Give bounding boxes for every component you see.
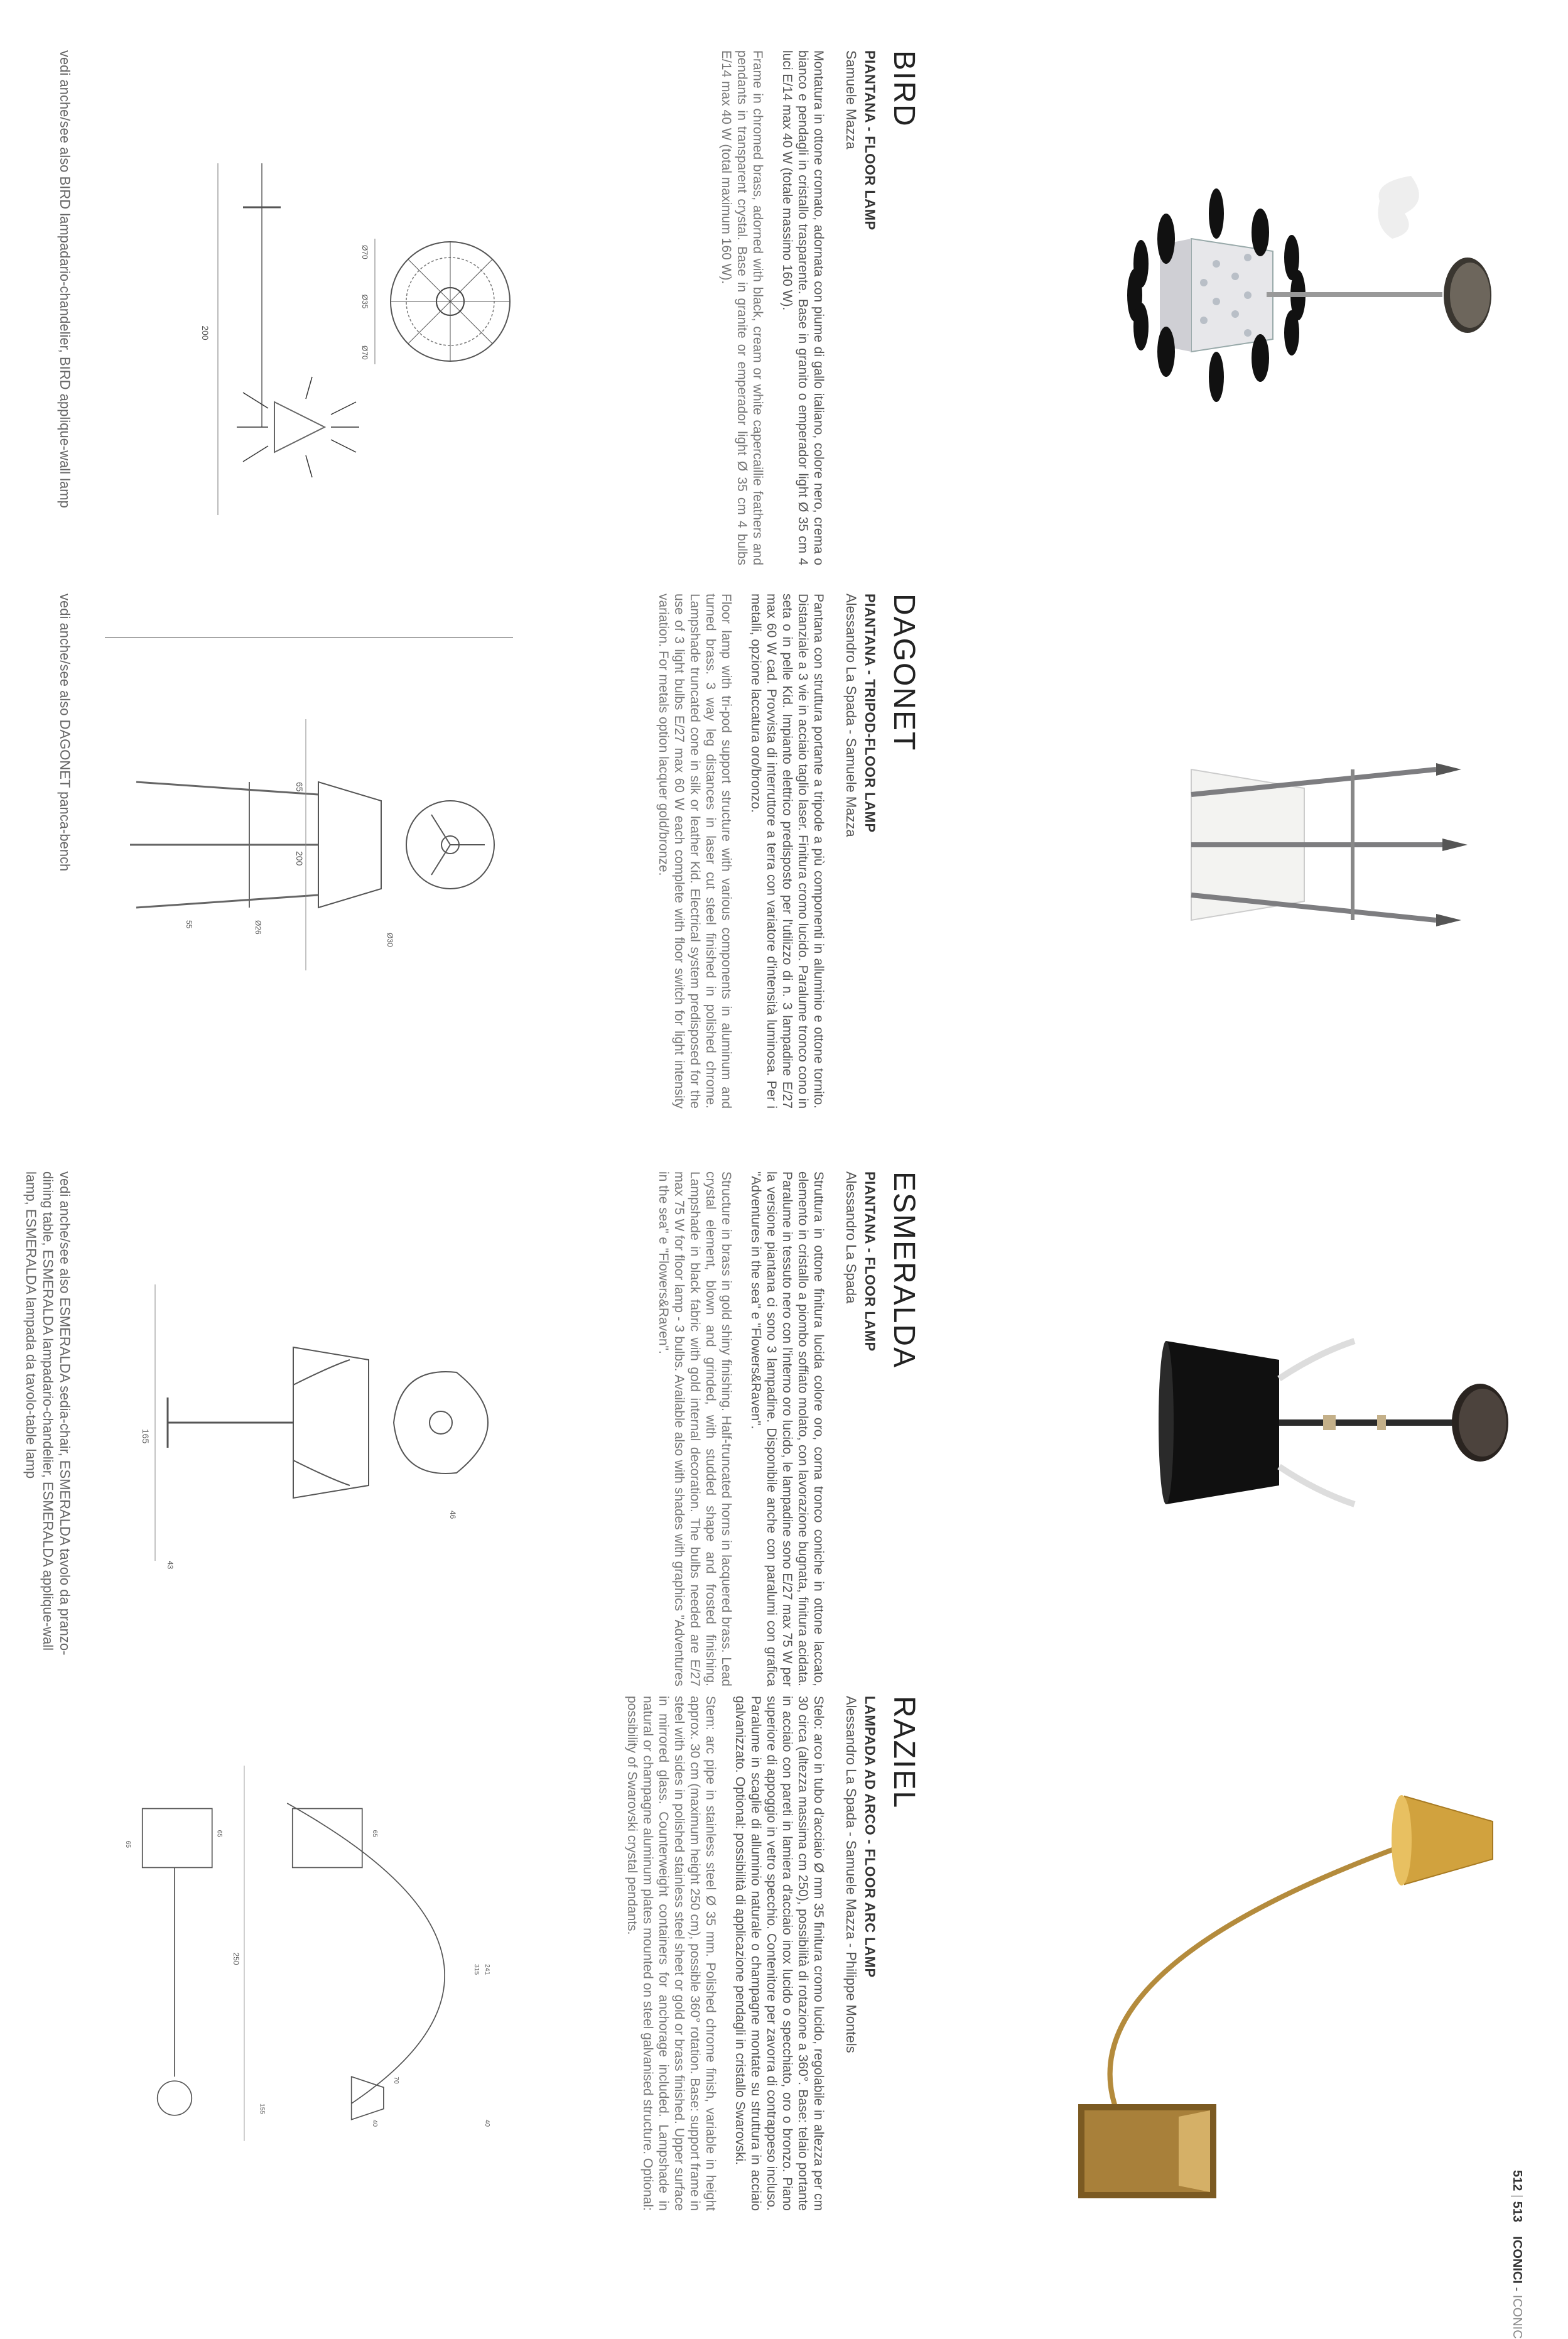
- section-name-en: ICONIC: [1510, 2294, 1524, 2339]
- esmeralda-technical-drawing: [105, 1171, 544, 1686]
- dim-d: 46: [448, 1511, 457, 1519]
- product-designer: Samuele Mazza: [843, 50, 859, 149]
- dim-height: 200: [295, 851, 305, 866]
- dim-d1: Ø70: [360, 245, 369, 259]
- dim-base: 55: [185, 920, 193, 929]
- description-english: Structure in brass in gold shiny finishing. Half-truncated horns in lacquered brass. Lead crystal element, blown and grinded, with studded shape and frosted finishing. Lampshade in black fabric with gold internal decoration. The bulbs needed are E/27 max 75 W for floor lamp - 3 bulbs. Available also with shades with graphics "Adventures in the sea" e "Flowers&Raven".: [656, 1171, 733, 1686]
- product-name: ESMERALDA: [887, 1171, 921, 1369]
- page-footer: [1191, 2170, 1568, 2339]
- description-english: Frame in chromed brass, adorned with black, cream or white capercaillie feathers and pendants in transparent crystal. Base in granite or emperador light Ø 35 cm 4 bulbs E/14 max 40 W (total maximum 160 W).: [719, 50, 765, 565]
- see-also: vedi anche/see also BIRD lampadario-chandelier, BIRD applique-wall lamp: [57, 50, 73, 508]
- dim-d2: Ø35: [360, 294, 369, 309]
- dagonet-text: [656, 594, 921, 1109]
- bird-text: [718, 50, 921, 565]
- dim-base-h: 65: [370, 1830, 378, 1838]
- product-type: LAMPADA AD ARCO - FLOOR ARC LAMP: [862, 1696, 878, 1978]
- product-name: BIRD: [887, 50, 921, 128]
- page-number-right: 513: [1510, 2201, 1524, 2223]
- product-designer: Alessandro La Spada - Samuele Mazza: [843, 594, 859, 837]
- product-bird: [0, 50, 1568, 584]
- dim-d3: Ø70: [360, 345, 369, 360]
- esmeralda-photo: [1003, 1171, 1543, 1686]
- raziel-text: [624, 1696, 921, 2211]
- product-type: PIANTANA - FLOOR LAMP: [862, 50, 878, 231]
- product-type: PIANTANA - FLOOR LAMP: [862, 1171, 878, 1352]
- product-designer: Alessandro La Spada: [843, 1171, 859, 1304]
- dim-h2: 315: [473, 1964, 480, 1975]
- product-designer: Alessandro La Spada - Samuele Mazza - Philippe Montels: [843, 1696, 859, 2053]
- product-esmeralda: [0, 1171, 1568, 1705]
- product-name: RAZIEL: [887, 1696, 921, 1810]
- product-name: DAGONET: [887, 594, 921, 752]
- description-english: Floor lamp with tri-pod support structure with various components in aluminum and turned brass. 3 way leg distances in laser cut steel finished in polished chrome. Lampshade truncated cone in silk or leather Kid. Electrical system predisposed for the use of 3 light bulbs E/27 max 60 W each complete with floor switch for light intensity variation. For metals option lacquer gold/bronze.: [656, 594, 733, 1109]
- description-italian: Pantana con struttura portante a tripode a più componenti in alluminio e ottone tornito. Distanziale a 3 vie in acciaio taglio laser. Finitura cromo lucido. Paralume tronco cono in seta o in pelle Kid. Impianto elettrico predisposto per l'utilizzo di n. 3 lampadine E/27 max 60 W cad. Provvista di interruttore a terra con variatore d'intensità luminosa. Per i metalli, opzione laccatura oro/bronzo.: [749, 594, 826, 1109]
- dim-h3: 40: [484, 2119, 491, 2127]
- product-type: PIANTANA - TRIPOD-FLOOR LAMP: [862, 594, 878, 833]
- dim-base: 43: [166, 1561, 175, 1570]
- dim-h1: 241: [484, 1964, 491, 1975]
- esmeralda-text: [656, 1171, 921, 1686]
- dim-total: 250: [231, 1952, 241, 1965]
- page-separator: |: [1510, 2194, 1524, 2198]
- dim-base-w: 155: [258, 2103, 266, 2115]
- description-english: Stem: arc pipe in stainless steel Ø 35 mm. Polished chrome finish, variable in height approx. 30 cm (maximum height 250 cm), possible 360° rotation. Base: support frame in steel with sides in polished stainless steel sheet or gold or brass finished. Upper surface in mirrored glass. Counterweight containers for anchorage included. Lampshade in natural or champagne aluminum plates mounted on steel galvanised structure. Optional: possibility of Swarovski crystal pendants.: [625, 1696, 718, 2211]
- section-dash: -: [1510, 2287, 1524, 2295]
- dim-height: 165: [141, 1429, 151, 1444]
- dim-shade-w: 70: [392, 2076, 399, 2084]
- raziel-photo: [1003, 1696, 1543, 2211]
- see-also: vedi anche/see also ESMERALDA sedia-chair, ESMERALDA tavolo da pranzo-dining table, ESMERALDA lampadario-chandelier, ESMERALDA applique-wall lamp, ESMERALDA lampada da tavolo-table lamp: [23, 1171, 73, 1656]
- product-dagonet: [0, 594, 1568, 1127]
- description-italian: Struttura in ottone finitura lucida colore oro, corna tronco coniche in ottone laccato, elemento in cristallo a piombo soffiato molato, con lavorazione bugnata, finitura acidata. Paralume in tessuto nero con l'interno oro lucido, le lampadine sono E/27 max 75 W per la versione piantana ci sono 3 lampadine. Disponibile anche con paralumi con grafica "Adventures in the sea" e "Flowers&Raven".: [749, 1171, 826, 1686]
- product-raziel: [0, 1696, 1568, 2230]
- dagonet-technical-drawing: [105, 594, 544, 1109]
- dim-mid-d: Ø26: [254, 920, 262, 935]
- description-italian: Montatura in ottone cromato, adornata con piume di gallo italiano, colore nero, crema o bianco e pendagli in cristallo trasparente. Base in granito o emperador light Ø 35 cm 4 luci E/14 max 40 W (totale massimo 160 W).: [780, 50, 826, 565]
- dim-base-d: 65: [215, 1830, 223, 1838]
- section-name: ICONICI: [1510, 2236, 1524, 2284]
- bird-photo: [1003, 50, 1543, 565]
- dagonet-photo: [1003, 594, 1543, 1109]
- page-number-left: 512: [1510, 2170, 1524, 2191]
- dim-height: 200: [200, 325, 210, 340]
- description-italian: Stelo: arco in tubo d'acciaio Ø mm 35 finitura cromo lucido, regolabile in altezza per cm 30 circa (altezza massima cm 250), possibilità di rotazione a 360°. Base: telaio portante in acciaio con pareti in lamiera d'acciaio inox lucido o specchiato, oro o bronzo. Piano superiore di appoggio in vetro specchio. Contenitore per zavorra di contrappeso incluso. Paralume in scaglie di alluminio naturale o champagne montate su struttura in acciaio galvanizzato. Optional: possibilità di applicazione pendagli in cristallo Swarovski.: [733, 1696, 826, 2211]
- bird-technical-drawing: [105, 50, 544, 565]
- dim-shade-h: 65: [295, 782, 305, 792]
- dim-shade-d: Ø30: [386, 933, 394, 947]
- dim-shade-h: 40: [370, 2119, 378, 2127]
- raziel-technical-drawing: [105, 1696, 544, 2211]
- dim-plan-w: 65: [124, 1840, 132, 1848]
- see-also: vedi anche/see also DAGONET panca-bench: [57, 594, 73, 872]
